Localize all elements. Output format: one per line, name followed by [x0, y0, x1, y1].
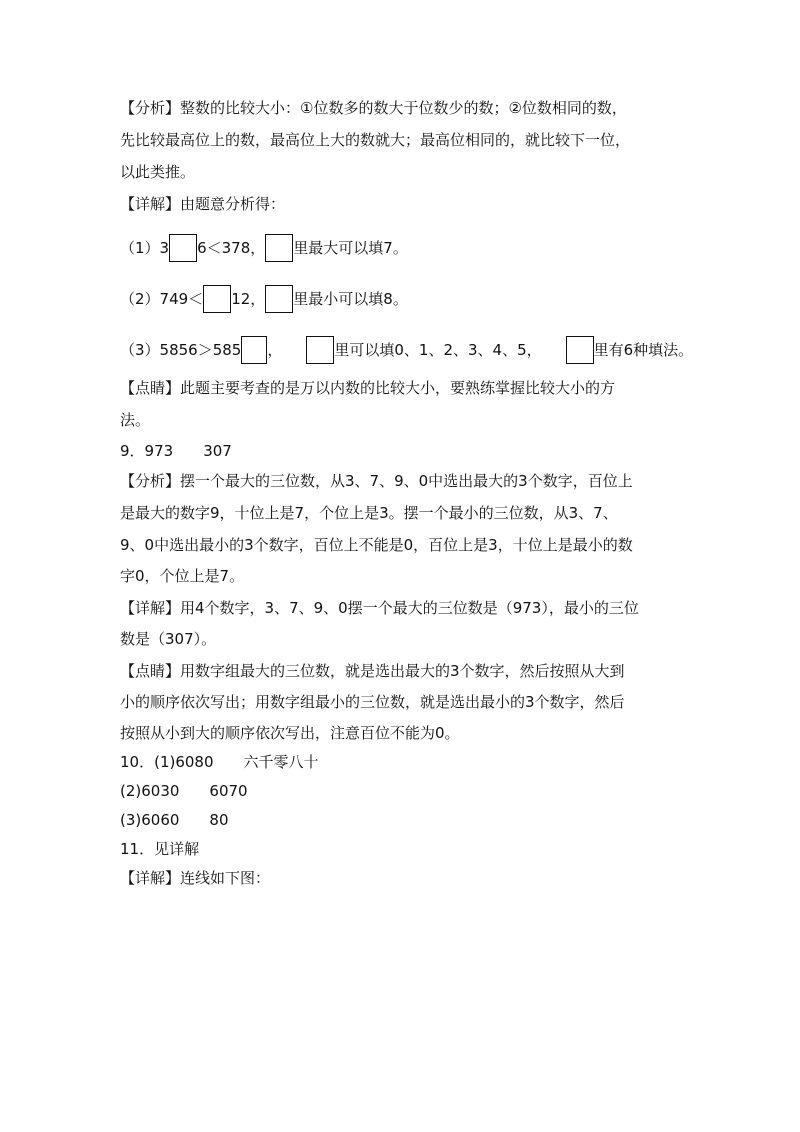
q9-tip-2: 小的顺序依次写出；用数字组最小的三位数，就是选出最小的3个数字，然后: [120, 693, 625, 711]
problem-1-text-b: 6＜378，: [197, 239, 266, 257]
problem-3-text-b: ，: [267, 341, 283, 359]
answer-box: [265, 285, 293, 313]
problem-1-text-c: 里最大可以填7。: [293, 239, 408, 257]
q9-analysis-3: 9、0中选出最小的3个数字，百位上不能是0，百位上是3，十位上是最小的数: [120, 536, 633, 554]
answer-box: [566, 336, 594, 364]
q9-answer-2: 307: [203, 442, 232, 460]
problem-3: [120, 336, 693, 364]
q9-analysis-4: 字0，个位上是7。: [120, 567, 245, 585]
q10-line-1-a: 10．(1)6080: [120, 753, 214, 771]
answer-box: [265, 234, 293, 262]
detail-heading: 【详解】由题意分析得：: [120, 195, 286, 213]
answer-box: [169, 234, 197, 262]
problem-1-text-a: （1）3: [120, 239, 170, 257]
q9-tip-3: 按照从小到大的顺序依次写出，注意百位不能为0。: [120, 724, 460, 742]
q10-line-2-a: (2)6030: [120, 782, 180, 800]
q10-line-2: [120, 781, 248, 801]
q11-heading: 11．见详解: [120, 840, 200, 858]
problem-2-text-a: （2）749＜: [120, 290, 204, 308]
q10-line-2-b: 6070: [209, 782, 248, 800]
tip-line-1: 【点睛】此题主要考查的是万以内数的比较大小，要熟练掌握比较大小的方: [120, 379, 616, 397]
problem-2-text-c: 里最小可以填8。: [293, 290, 408, 308]
tip-line-2: 法。: [120, 411, 151, 429]
q10-line-1: [120, 752, 319, 772]
q10-line-3-a: (3)6060: [120, 811, 180, 829]
analysis-line-2: 先比较最高位上的数，最高位上大的数就大；最高位相同的，就比较下一位，: [120, 131, 631, 149]
q10-line-1-b: 六千零八十: [243, 753, 319, 771]
problem-3-text-c: 里可以填0、1、2、3、4、5，: [334, 341, 542, 359]
q11-detail: 【详解】连线如下图：: [120, 869, 271, 887]
problem-3-text-a: （3）5856＞585: [120, 341, 242, 359]
q9-detail-1: 【详解】用4个数字，3、7、9、0摆一个最大的三位数是（973），最小的三位: [120, 599, 639, 617]
answer-box: [306, 336, 334, 364]
answer-box: [203, 285, 231, 313]
q10-line-3: [120, 810, 229, 830]
q9-heading: [120, 441, 232, 461]
q9-analysis-2: 是最大的数字9，十位上是7，个位上是3。摆一个最小的三位数，从3、7、: [120, 504, 618, 522]
problem-1: [120, 234, 408, 262]
problem-2: [120, 285, 408, 313]
problem-2-text-b: 12，: [231, 290, 266, 308]
answer-box: [241, 336, 267, 364]
problem-3-text-d: 里有6种填法。: [593, 341, 694, 359]
analysis-line-1: 【分析】整数的比较大小：①位数多的数大于位数少的数；②位数相同的数，: [120, 99, 627, 117]
analysis-line-3: 以此类推。: [120, 163, 196, 181]
q10-line-3-b: 80: [209, 811, 229, 829]
q9-tip-1: 【点睛】用数字组最大的三位数，就是选出最大的3个数字，然后按照从大到: [120, 662, 625, 680]
q9-analysis-1: 【分析】摆一个最大的三位数，从3、7、9、0中选出最大的3个数字，百位上: [120, 472, 633, 490]
q9-detail-2: 数是（307）。: [120, 630, 217, 648]
q9-answer-1: 9．973: [120, 442, 174, 460]
